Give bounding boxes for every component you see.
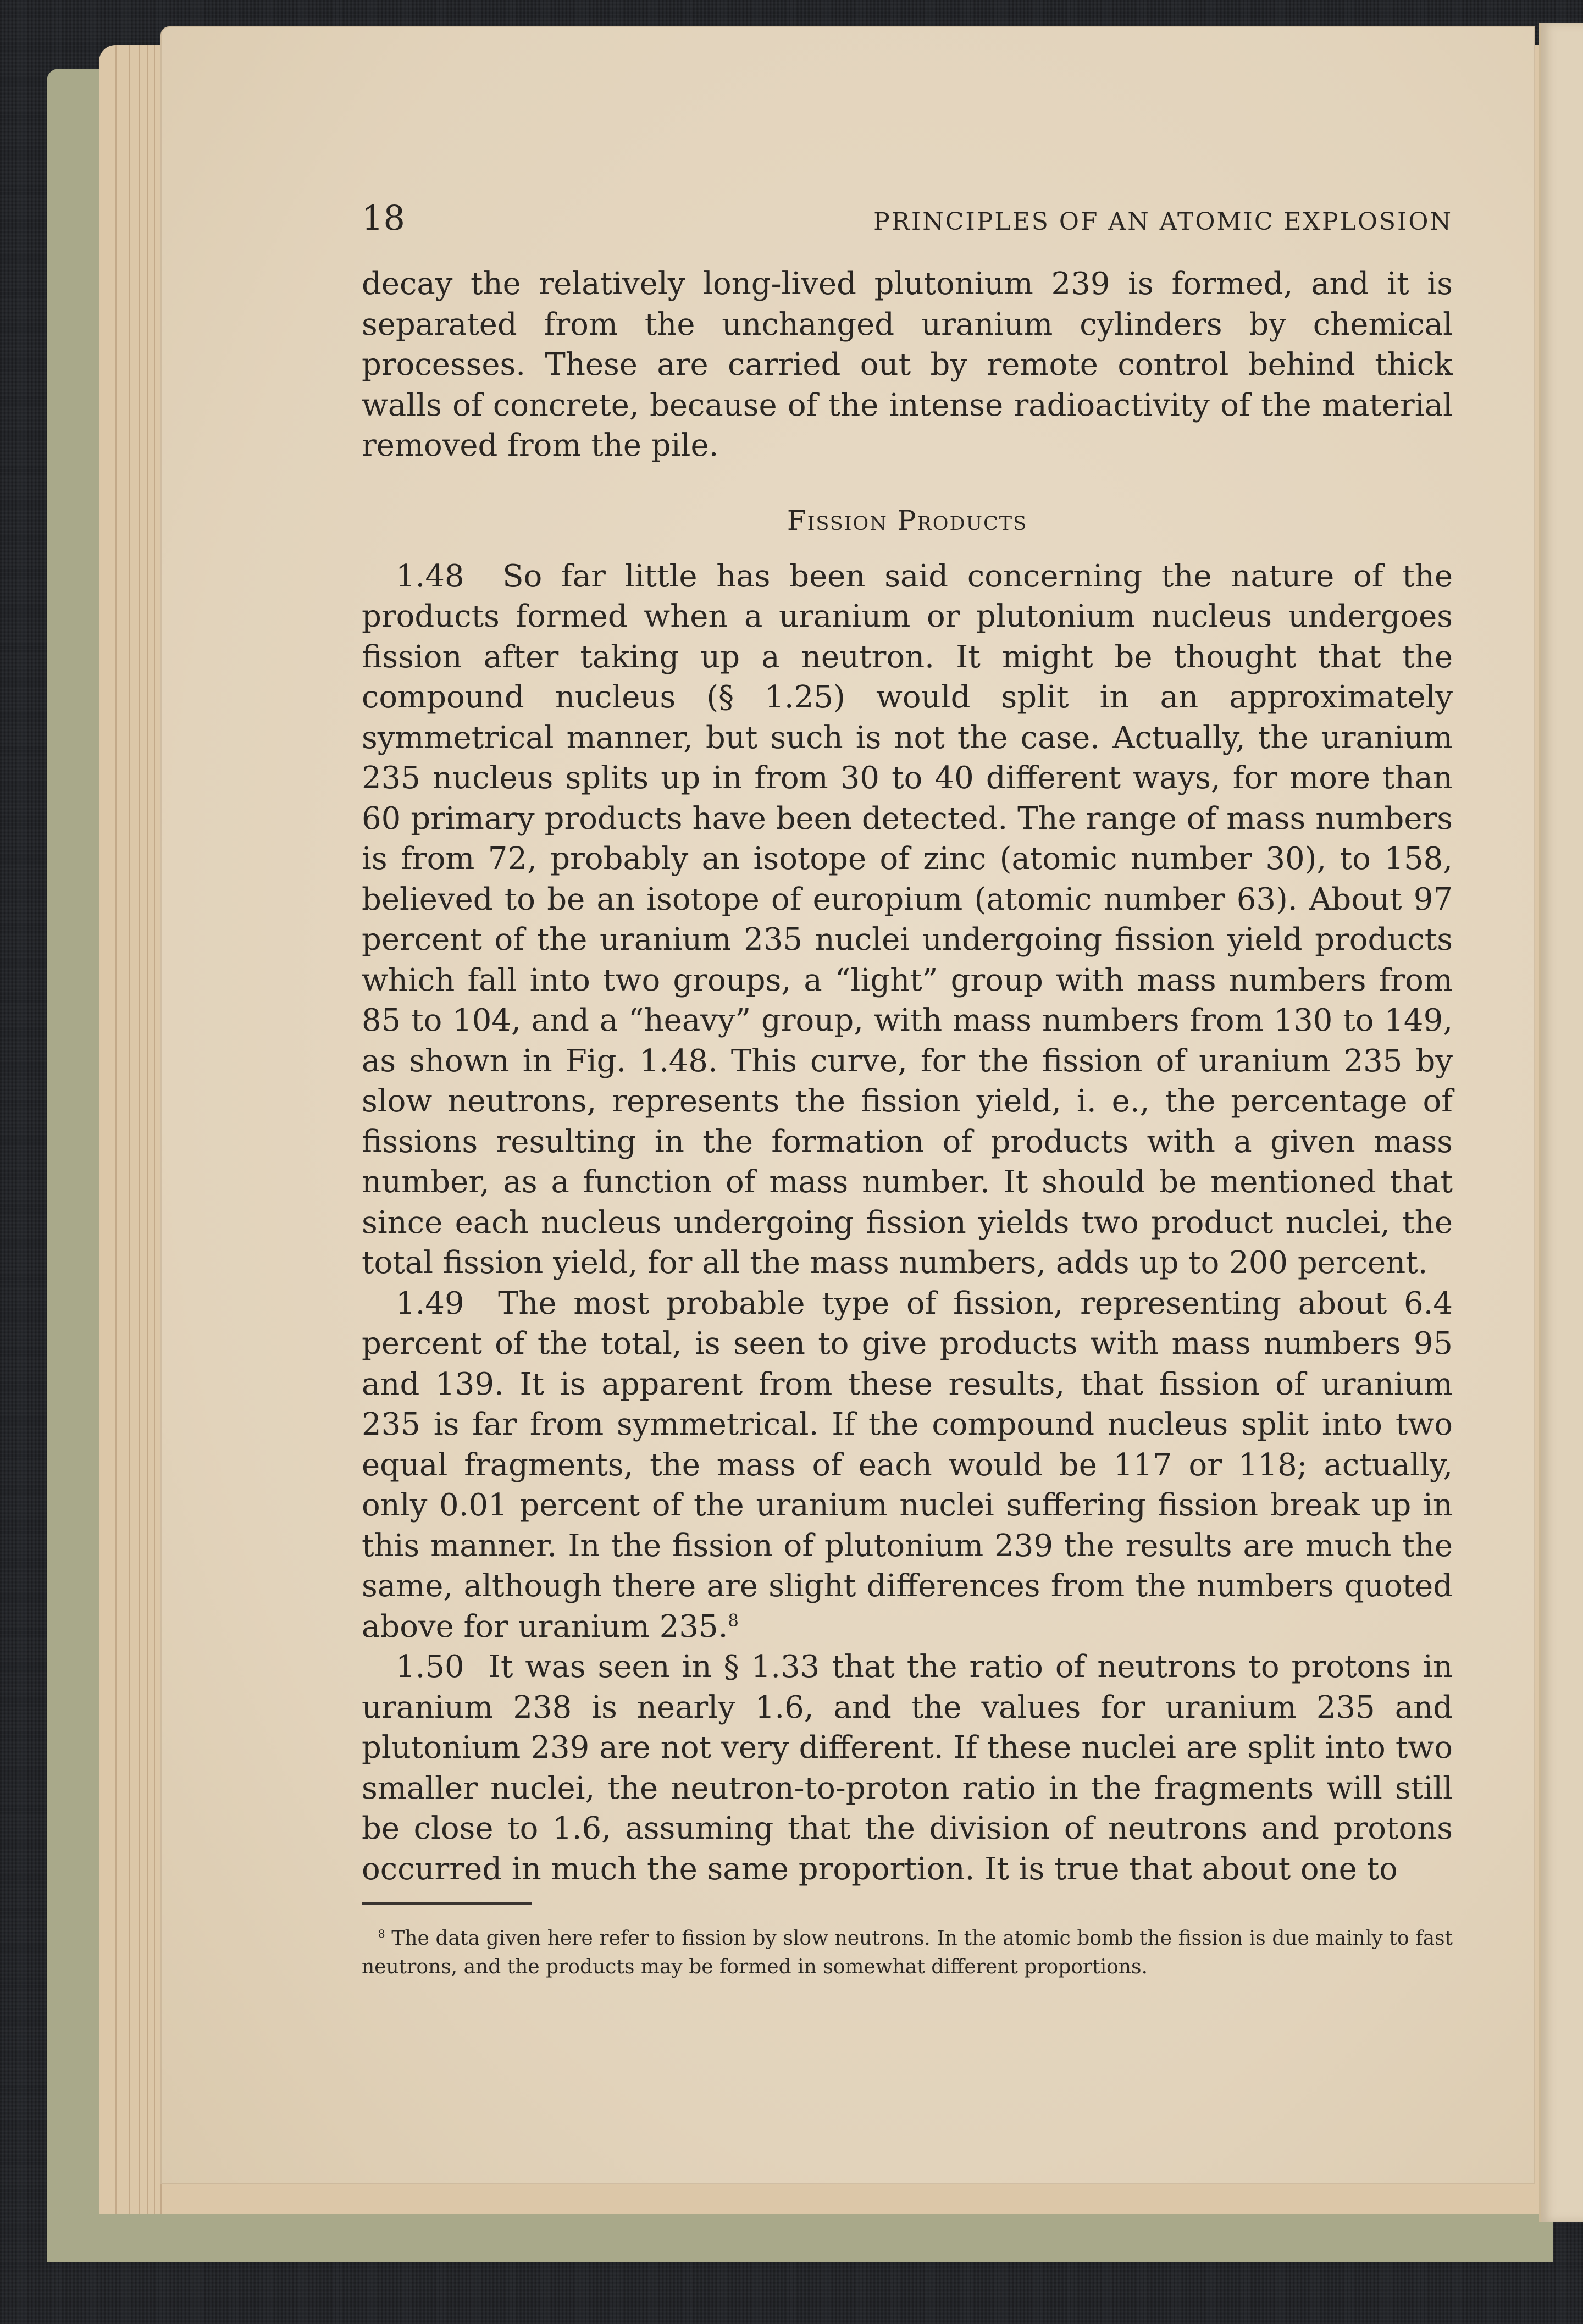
page-edge [154, 45, 155, 2214]
page-edge [147, 45, 148, 2214]
paragraph-1-48 [362, 556, 1453, 1283]
paragraph-text: It was seen in § 1.33 that the ratio of neutrons to protons in uranium 238 is nearly 1.6, and the values for uranium 235 and plutonium 239 are not very different. If these nuclei are split into two smaller nuclei, the neutron-to-proton ratio in the fragments will still be close to 1.6, assuming that the division of neutrons and protons occurred in much the same proportion. It is true that about one to [362, 1649, 1453, 1887]
page-header [362, 198, 1453, 242]
footnote-reference[interactable]: 8 [728, 1610, 739, 1630]
paragraph-1-50 [362, 1647, 1453, 1889]
facing-page-edge [1539, 23, 1583, 2222]
running-head: PRINCIPLES OF AN ATOMIC EXPLOSION [873, 208, 1453, 236]
footnote-marker: 8 [378, 1928, 385, 1940]
page-content [362, 198, 1453, 1982]
page-edge [129, 45, 130, 2214]
footnote [362, 1924, 1453, 1982]
paragraph-text: The most probable type of fission, representing about 6.4 percent of the total, is seen to give products with mass numbers 95 and 139. It is apparent from these results, that fission of uranium 235 is far from symmetrical. If the compound nucleus split into two equal fragments, the mass of each would be 117 or 118; actually, only 0.01 percent of the uranium nuclei suffering fission break up in this manner. In the fission of plutonium 239 the results are much the same, although there are slight differences from the numbers quoted above for uranium 235. [362, 1285, 1453, 1645]
continuation-paragraph: decay the relatively long-lived plutonium 239 is formed, and it is separated from the unchanged uranium cylinders by chemical processes. These are carried out by remote control behind thick walls of concrete, because of the intense radioactivity of the material removed from the pile. [362, 266, 1453, 463]
paragraph-number: 1.48 [396, 558, 464, 594]
page-edge [115, 45, 117, 2214]
section-heading: Fission Products [787, 504, 1028, 536]
page-edge [139, 45, 140, 2214]
footnote-divider [362, 1902, 532, 1905]
page-number: 18 [362, 198, 405, 238]
paragraph-1-49 [362, 1283, 1453, 1647]
paragraph-number: 1.50 [396, 1649, 464, 1685]
footnote-text: The data given here refer to fission by slow neutrons. In the atomic bomb the fission is due mainly to fast neutrons, and the products may be formed in somewhat different proportions. [362, 1927, 1453, 1978]
paragraph-number: 1.49 [396, 1285, 464, 1321]
paragraph-text: So far little has been said concerning the nature of the products formed when a uranium or plutonium nucleus undergoes fission after taking up a neutron. It might be thought that the compound nucleus (§ 1.25) would split in an approximately symmetrical manner, but such is not the case. Actually, the uranium 235 nucleus splits up in from 30 to 40 different ways, for more than 60 primary products have been detected. The range of mass numbers is from 72, probably an isotope of zinc (atomic number 30), to 158, believed to be an isotope of europium (atomic number 63). About 97 percent of the uranium 235 nuclei undergoing fission yield products which fall into two groups, a “light” group with mass numbers from 85 to 104, and a “heavy” group, with mass numbers from 130 to 149, as shown in Fig. 1.48. This curve, for the fission of uranium 235 by slow neutrons, represents the fission yield, i. e., the percentage of fissions resulting in the formation of products with a given mass number, as a function of mass number. It should be mentioned that since each nucleus undergoing fission yields two product nuclei, the total fission yield, for all the mass numbers, adds up to 200 percent. [362, 558, 1453, 1281]
